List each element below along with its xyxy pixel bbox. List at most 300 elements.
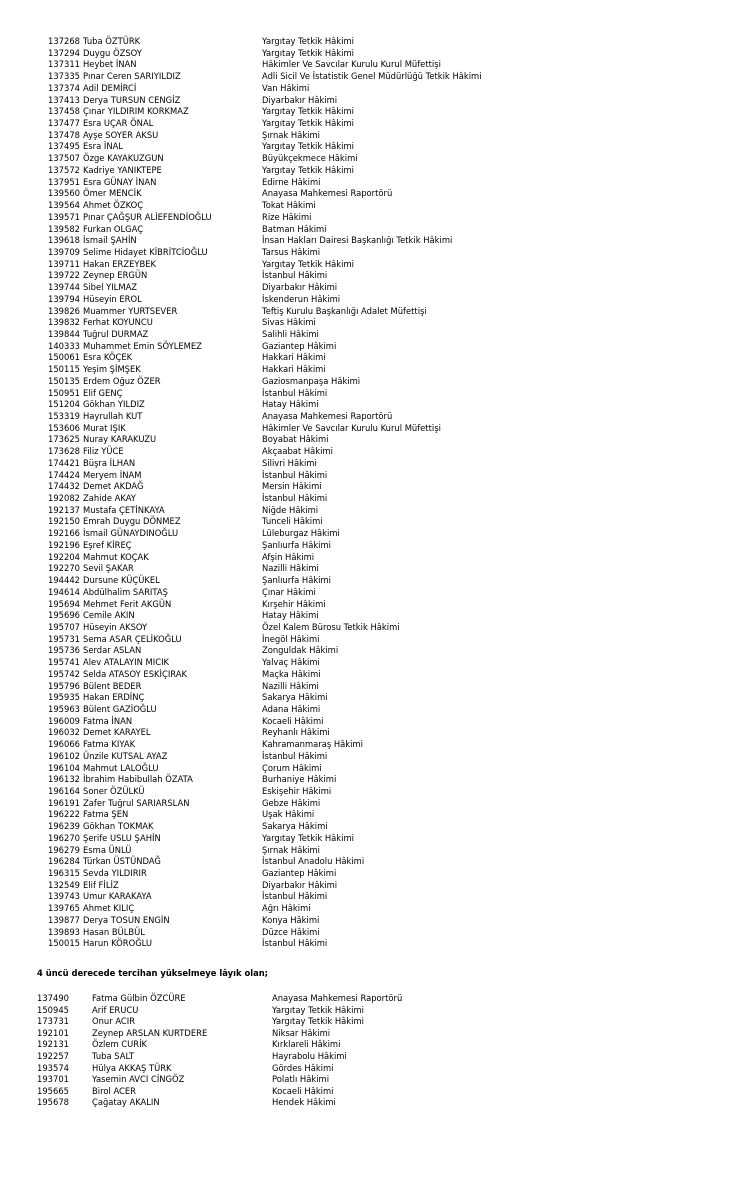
position-title: İstanbul Hâkimi <box>262 469 328 480</box>
position-title: Çorum Hâkimi <box>262 762 322 773</box>
position-title: Kocaeli Hâkimi <box>262 715 324 726</box>
list-item <box>0 48 746 60</box>
person-name: Elif FİLİZ <box>83 879 119 890</box>
record-id: 192257 <box>37 1050 69 1061</box>
record-id: 139826 <box>48 305 80 316</box>
position-title: Kocaeli Hâkimi <box>272 1085 334 1096</box>
list-item <box>0 774 746 786</box>
list-item <box>0 751 746 763</box>
record-id: 150015 <box>48 938 80 949</box>
list-item <box>0 106 746 118</box>
list-item <box>0 294 746 306</box>
person-name: Duygu ÖZSOY <box>83 47 142 58</box>
person-name: Fatma KIYAK <box>83 739 136 750</box>
position-title: Hendek Hâkimi <box>272 1097 336 1108</box>
list-item <box>0 821 746 833</box>
record-id: 195742 <box>48 668 80 679</box>
position-title: İnsan Hakları Dairesi Başkanlığı Tetkik Hâkimi <box>262 235 453 246</box>
person-name: Çağatay AKALIN <box>92 1097 160 1108</box>
person-name: Mehmet Ferit AKGÜN <box>83 598 172 609</box>
position-title: Nazilli Hâkimi <box>262 680 319 691</box>
position-title: Sivas Hâkimi <box>262 317 316 328</box>
position-title: Konya Hâkimi <box>262 914 320 925</box>
list-item <box>0 59 746 71</box>
list-item <box>0 364 746 376</box>
list-item <box>0 622 746 634</box>
position-title: Salihli Hâkimi <box>262 328 319 339</box>
record-id: 153319 <box>48 411 80 421</box>
person-name: Ferhat KOYUNCU <box>83 317 153 328</box>
record-id: 174421 <box>48 457 80 468</box>
person-name: Ünzile KUTSAL AYAZ <box>83 750 168 761</box>
record-id: 150061 <box>48 352 80 363</box>
position-title: Hakkari Hâkimi <box>262 352 326 363</box>
person-name: Dursune KÜÇÜKEL <box>83 575 160 586</box>
list-item <box>0 130 746 142</box>
record-id: 132549 <box>48 879 80 890</box>
list-item <box>0 552 746 564</box>
person-name: Esra KÖÇEK <box>83 352 133 363</box>
position-title: Adana Hâkimi <box>262 703 321 714</box>
list-item <box>0 446 746 458</box>
position-title: Batman Hâkimi <box>262 223 327 234</box>
position-title: Van Hâkimi <box>262 82 310 93</box>
record-id: 174424 <box>48 469 80 480</box>
position-title: Kahramanmaraş Hâkimi <box>262 739 363 750</box>
list-item <box>0 786 746 798</box>
list-item <box>0 1028 746 1040</box>
list-item <box>0 692 746 704</box>
record-id: 139711 <box>48 258 80 269</box>
position-title: Şanlıurfa Hâkimi <box>262 539 331 550</box>
record-id: 195694 <box>48 598 80 609</box>
person-name: Emrah Duygu DÖNMEZ <box>83 516 181 527</box>
list-item <box>0 434 746 446</box>
position-title: Yargıtay Tetkik Hâkimi <box>262 36 354 46</box>
person-name: Ahmet KILIÇ <box>83 903 135 914</box>
position-title: Ağrı Hâkimi <box>262 903 311 914</box>
person-name: Bülent GAZİOĞLU <box>83 703 157 714</box>
record-id: 137374 <box>48 82 80 93</box>
position-title: Zonguldak Hâkimi <box>262 645 339 656</box>
person-name: Hakan ERDİNÇ <box>83 692 145 703</box>
person-name: Harun KÖROĞLU <box>83 938 153 949</box>
list-item <box>0 212 746 224</box>
person-name: İbrahim Habibullah ÖZATA <box>83 774 193 785</box>
record-id: 139794 <box>48 293 80 304</box>
person-name: Arif ERUCU <box>92 1004 139 1015</box>
person-name: Yeşim ŞİMŞEK <box>83 364 141 375</box>
person-name: Bülent BEDER <box>83 680 142 691</box>
position-title: Lüleburgaz Hâkimi <box>262 528 340 539</box>
person-name: Türkan ÜSTÜNDAĞ <box>83 856 161 867</box>
record-id: 196279 <box>48 844 80 855</box>
person-name: Sevda YILDIRIR <box>83 868 147 879</box>
person-name: Çınar YILDIRIM KORKMAZ <box>83 106 189 117</box>
position-title: Kırklareli Hâkimi <box>272 1039 341 1050</box>
position-title: Edirne Hâkimi <box>262 176 321 187</box>
position-title: Gaziantep Hâkimi <box>262 868 337 879</box>
position-title: Gaziantep Hâkimi <box>262 340 337 351</box>
position-title: Uşak Hâkimi <box>262 809 315 820</box>
person-name: Meryem İNAM <box>83 469 142 480</box>
list-item <box>0 993 746 1005</box>
record-id: 137495 <box>48 141 80 152</box>
record-id: 139877 <box>48 914 80 925</box>
record-id: 139893 <box>48 926 80 937</box>
position-title: Tokat Hâkimi <box>262 200 316 211</box>
person-name: Derya TOSUN ENGİN <box>83 914 170 925</box>
list-item <box>0 1039 746 1051</box>
position-title: Afşin Hâkimi <box>262 551 315 562</box>
position-title: Yargıtay Tetkik Hâkimi <box>262 258 354 269</box>
person-name: Hasan BÜLBÜL <box>83 926 145 937</box>
person-name: Esra GÜNAY İNAN <box>83 176 157 187</box>
person-name: Furkan OLGAÇ <box>83 223 144 234</box>
record-id: 196284 <box>48 856 80 867</box>
person-name: Hüseyin EROL <box>83 293 142 304</box>
candidate-list-degree-4 <box>0 993 746 1109</box>
list-item <box>0 95 746 107</box>
record-id: 173625 <box>48 434 80 445</box>
list-item <box>0 282 746 294</box>
person-name: Alev ATALAYIN MICIK <box>83 657 170 668</box>
position-title: Niğde Hâkimi <box>262 504 319 515</box>
person-name: Pınar Ceren SARIYILDIZ <box>83 71 181 82</box>
person-name: Ahmet ÖZKOÇ <box>83 200 144 211</box>
position-title: İstanbul Hâkimi <box>262 938 328 949</box>
record-id: 196066 <box>48 739 80 750</box>
position-title: Mersin Hâkimi <box>262 481 322 492</box>
position-title: Adli Sicil Ve İstatistik Genel Müdürlüğü Tetkik Hâkimi <box>262 71 482 82</box>
record-id: 139832 <box>48 317 80 328</box>
person-name: Filiz YÜCE <box>83 446 124 457</box>
person-name: Pınar ÇAĞŞUR ALİEFENDİOĞLU <box>83 211 212 222</box>
position-title: Kırşehir Hâkimi <box>262 598 326 609</box>
position-title: Teftiş Kurulu Başkanlığı Adalet Müfettişi <box>262 305 427 316</box>
list-item <box>0 270 746 282</box>
position-title: Yargıtay Tetkik Hâkimi <box>262 832 354 843</box>
list-item <box>0 458 746 470</box>
list-item <box>0 856 746 868</box>
position-title: Yargıtay Tetkik Hâkimi <box>262 141 354 152</box>
list-item <box>0 1005 746 1017</box>
position-title: Anayasa Mahkemesi Raportörü <box>262 411 393 421</box>
record-id: 139743 <box>48 891 80 902</box>
person-name: Kadriye YANIKTEPE <box>83 164 162 175</box>
person-name: Cemile AKIN <box>83 610 135 621</box>
list-item <box>0 306 746 318</box>
record-id: 192204 <box>48 551 80 562</box>
list-item <box>0 259 746 271</box>
record-id: 195707 <box>48 621 80 632</box>
position-title: Nazilli Hâkimi <box>262 563 319 574</box>
person-name: Adil DEMİRCİ <box>83 82 137 93</box>
list-item <box>0 470 746 482</box>
record-id: 139722 <box>48 270 80 281</box>
record-id: 196315 <box>48 868 80 879</box>
position-title: Yargıtay Tetkik Hâkimi <box>262 164 354 175</box>
list-item <box>0 411 746 423</box>
position-title: Şırnak Hâkimi <box>262 129 320 140</box>
person-name: Sibel YILMAZ <box>83 282 138 293</box>
person-name: Hüseyin AKSOY <box>83 621 148 632</box>
list-item <box>0 376 746 388</box>
position-title: Rize Hâkimi <box>262 211 312 222</box>
person-name: Özge KAYAKUZGUN <box>83 153 164 164</box>
person-name: Tuba SALT <box>92 1050 135 1061</box>
list-item <box>0 1086 746 1098</box>
position-title: Boyabat Hâkimi <box>262 434 329 445</box>
person-name: Gökhan TOKMAK <box>83 821 154 832</box>
list-item <box>0 763 746 775</box>
list-item <box>0 845 746 857</box>
person-name: Esma ÜNLÜ <box>83 844 132 855</box>
person-name: Mustafa ÇETİNKAYA <box>83 504 165 515</box>
person-name: Demet KARAYEL <box>83 727 151 738</box>
record-id: 137311 <box>48 59 80 70</box>
record-id: 139564 <box>48 200 80 211</box>
record-id: 139560 <box>48 188 80 199</box>
person-name: Fatma ŞEN <box>83 809 129 820</box>
record-id: 137572 <box>48 164 80 175</box>
record-id: 196132 <box>48 774 80 785</box>
person-name: Erdem Oğuz ÖZER <box>83 375 161 386</box>
list-item <box>0 235 746 247</box>
person-name: Özlem CURİK <box>92 1039 148 1050</box>
person-name: Tuba ÖZTÜRK <box>83 36 141 46</box>
person-name: Hakan ERZEYBEK <box>83 258 157 269</box>
list-item <box>0 634 746 646</box>
position-title: Hakkari Hâkimi <box>262 364 326 375</box>
person-name: Abdülhalim SARITAŞ <box>83 586 168 597</box>
position-title: Sakarya Hâkimi <box>262 692 328 703</box>
position-title: Burhaniye Hâkimi <box>262 774 337 785</box>
record-id: 139571 <box>48 211 80 222</box>
position-title: Özel Kalem Bürosu Tetkik Hâkimi <box>262 621 400 632</box>
list-item <box>0 224 746 236</box>
list-item <box>0 927 746 939</box>
record-id: 150945 <box>37 1004 69 1015</box>
position-title: Eskişehir Hâkimi <box>262 786 332 796</box>
person-name: İsmail GÜNAYDINOĞLU <box>83 528 179 539</box>
record-id: 192270 <box>48 563 80 574</box>
list-item <box>0 71 746 83</box>
record-id: 137951 <box>48 176 80 187</box>
position-title: İstanbul Hâkimi <box>262 891 328 902</box>
list-item <box>0 809 746 821</box>
record-id: 196009 <box>48 715 80 726</box>
position-title: Akçaabat Hâkimi <box>262 446 333 457</box>
person-name: Heybet İNAN <box>83 59 137 70</box>
record-id: 192166 <box>48 528 80 539</box>
position-title: Hâkimler Ve Savcılar Kurulu Kurul Müfettişi <box>262 59 441 70</box>
record-id: 195796 <box>48 680 80 691</box>
position-title: Gaziosmanpaşa Hâkimi <box>262 375 361 386</box>
list-item <box>0 716 746 728</box>
person-name: Zahide AKAY <box>83 493 136 504</box>
position-title: Diyarbakır Hâkimi <box>262 94 338 105</box>
record-id: 196104 <box>48 762 80 773</box>
position-title: Tarsus Hâkimi <box>262 246 321 257</box>
record-id: 137507 <box>48 153 80 164</box>
list-item <box>0 891 746 903</box>
position-title: Yargıtay Tetkik Hâkimi <box>262 118 354 129</box>
list-item <box>0 505 746 517</box>
position-title: İstanbul Hâkimi <box>262 387 328 398</box>
list-item <box>0 247 746 259</box>
list-item <box>0 493 746 505</box>
record-id: 150135 <box>48 375 80 386</box>
position-title: Şanlıurfa Hâkimi <box>262 575 331 586</box>
record-id: 194614 <box>48 586 80 597</box>
list-item <box>0 868 746 880</box>
list-item <box>0 1097 746 1109</box>
person-name: Demet AKDAĞ <box>83 481 144 492</box>
list-item <box>0 388 746 400</box>
record-id: 137413 <box>48 94 80 105</box>
record-id: 137490 <box>37 993 69 1003</box>
person-name: Muammer YURTSEVER <box>83 305 178 316</box>
record-id: 196164 <box>48 786 80 796</box>
record-id: 192082 <box>48 493 80 504</box>
list-item <box>0 481 746 493</box>
person-name: Zeynep ERGÜN <box>83 270 148 281</box>
person-name: Hülya AKKAŞ TÜRK <box>92 1062 172 1073</box>
position-title: İstanbul Hâkimi <box>262 750 328 761</box>
record-id: 139744 <box>48 282 80 293</box>
record-id: 196102 <box>48 750 80 761</box>
person-name: Elif GENÇ <box>83 387 123 398</box>
list-item <box>0 657 746 669</box>
position-title: Hayrabolu Hâkimi <box>272 1050 347 1061</box>
record-id: 195935 <box>48 692 80 703</box>
position-title: Maçka Hâkimi <box>262 668 321 679</box>
list-item <box>0 83 746 95</box>
list-item <box>0 516 746 528</box>
record-id: 195696 <box>48 610 80 621</box>
record-id: 137477 <box>48 118 80 129</box>
list-item <box>0 1016 746 1028</box>
position-title: Gördes Hâkimi <box>272 1062 334 1073</box>
person-name: Birol ACER <box>92 1085 136 1096</box>
list-item <box>0 165 746 177</box>
person-name: Zafer Tuğrul SARIARSLAN <box>83 797 190 808</box>
record-id: 139765 <box>48 903 80 914</box>
list-item <box>0 341 746 353</box>
position-title: İstanbul Hâkimi <box>262 270 328 281</box>
list-item <box>0 669 746 681</box>
position-title: Çınar Hâkimi <box>262 586 316 597</box>
position-title: Büyükçekmece Hâkimi <box>262 153 358 164</box>
list-item <box>0 915 746 927</box>
list-item <box>0 1051 746 1063</box>
position-title: Sakarya Hâkimi <box>262 821 328 832</box>
person-name: Gökhan YILDIZ <box>83 399 145 410</box>
record-id: 139618 <box>48 235 80 246</box>
record-id: 192150 <box>48 516 80 527</box>
record-id: 196191 <box>48 797 80 808</box>
record-id: 173731 <box>37 1016 69 1027</box>
person-name: Murat IŞIK <box>83 422 126 433</box>
record-id: 151204 <box>48 399 80 410</box>
person-name: Yasemin AVCI CİNGÖZ <box>92 1074 185 1085</box>
record-id: 194442 <box>48 575 80 586</box>
record-id: 150115 <box>48 364 80 375</box>
person-name: Tuğrul DURMAZ <box>83 328 149 339</box>
person-name: Serdar ASLAN <box>83 645 142 656</box>
record-id: 139582 <box>48 223 80 234</box>
list-item <box>0 903 746 915</box>
position-title: İstanbul Anadolu Hâkimi <box>262 856 365 867</box>
record-id: 196032 <box>48 727 80 738</box>
record-id: 193574 <box>37 1062 69 1073</box>
record-id: 150951 <box>48 387 80 398</box>
position-title: Reyhanlı Hâkimi <box>262 727 330 738</box>
record-id: 139709 <box>48 246 80 257</box>
list-item <box>0 575 746 587</box>
list-item <box>0 423 746 435</box>
person-name: Onur ACIR <box>92 1016 136 1027</box>
position-title: Anayasa Mahkemesi Raportörü <box>262 188 393 199</box>
record-id: 192137 <box>48 504 80 515</box>
list-item <box>0 798 746 810</box>
list-item <box>0 540 746 552</box>
record-id: 195736 <box>48 645 80 656</box>
section-heading: 4 üncü derecede tercihan yükselmeye lâyık olan; <box>37 968 269 978</box>
position-title: Tunceli Hâkimi <box>262 516 323 527</box>
record-id: 195731 <box>48 633 80 644</box>
list-item <box>0 610 746 622</box>
person-name: İsmail ŞAHİN <box>83 235 137 246</box>
person-name: Şerife USLU ŞAHİN <box>83 832 161 843</box>
list-item <box>0 587 746 599</box>
person-name: Esra UÇAR ÖNAL <box>83 118 154 129</box>
list-item <box>0 118 746 130</box>
person-name: Fatma İNAN <box>83 715 133 726</box>
person-name: Muhammet Emin SÖYLEMEZ <box>83 340 202 351</box>
record-id: 195741 <box>48 657 80 668</box>
list-item <box>0 833 746 845</box>
list-item <box>0 177 746 189</box>
person-name: Zeynep ARSLAN KURTDERE <box>92 1027 208 1038</box>
position-title: İskenderun Hâkimi <box>262 293 341 304</box>
list-item <box>0 399 746 411</box>
list-item <box>0 36 746 48</box>
list-item <box>0 880 746 892</box>
record-id: 192131 <box>37 1039 69 1050</box>
record-id: 195678 <box>37 1097 69 1108</box>
person-name: Ayşe SOYER AKSU <box>83 129 159 140</box>
person-name: Selime Hidayet KİBRİTCİOĞLU <box>83 246 208 257</box>
list-item <box>0 645 746 657</box>
record-id: 137294 <box>48 47 80 58</box>
list-item <box>0 727 746 739</box>
list-item <box>0 1063 746 1075</box>
record-id: 192196 <box>48 539 80 550</box>
position-title: Yargıtay Tetkik Hâkimi <box>262 106 354 117</box>
person-name: Fatma Gülbin ÖZCÜRE <box>92 993 186 1003</box>
record-id: 137335 <box>48 71 80 82</box>
record-id: 139844 <box>48 328 80 339</box>
record-id: 137478 <box>48 129 80 140</box>
list-item <box>0 563 746 575</box>
person-name: Mahmut KOÇAK <box>83 551 149 562</box>
record-id: 195963 <box>48 703 80 714</box>
position-title: Niksar Hâkimi <box>272 1027 331 1038</box>
record-id: 174432 <box>48 481 80 492</box>
person-name: Sevil ŞAKAR <box>83 563 134 574</box>
